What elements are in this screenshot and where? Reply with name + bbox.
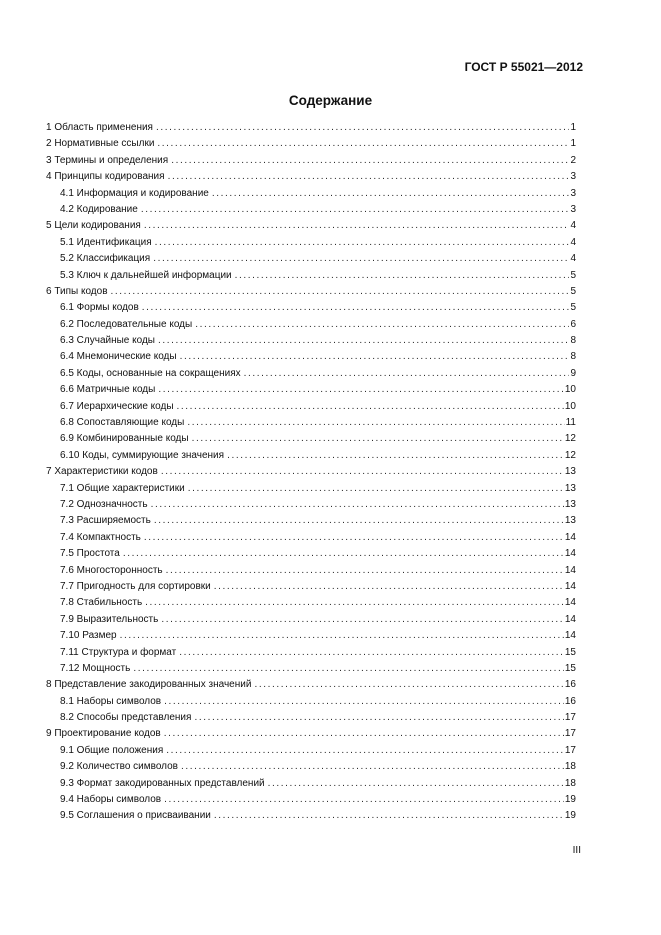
toc-entry-page: 18	[564, 761, 576, 773]
toc-entry-label: 7.7 Пригодность для сортировки	[60, 580, 211, 592]
toc-entry-label: 7.8 Стабильность	[60, 597, 143, 609]
toc-entry-label: 8.2 Способы представления	[60, 712, 192, 724]
toc-entry[interactable]	[46, 579, 576, 595]
toc-dot-leader	[268, 776, 564, 792]
toc-entry[interactable]	[46, 415, 576, 431]
toc-entry-page: 10	[564, 384, 576, 396]
toc-entry-label: 6.1 Формы кодов	[60, 302, 139, 314]
toc-dot-leader	[212, 186, 570, 202]
toc-entry[interactable]	[46, 431, 576, 447]
toc-entry-label: 9.3 Формат закодированных представлений	[60, 777, 265, 789]
toc-entry-label: 4 Принципы кодирования	[46, 171, 165, 183]
toc-entry-page: 15	[564, 646, 576, 658]
toc-entry-page: 13	[564, 515, 576, 527]
toc-entry[interactable]	[46, 481, 576, 497]
toc-entry-label: 7 Характеристики кодов	[46, 466, 158, 478]
toc-entry-page: 5	[570, 285, 576, 297]
toc-entry-page: 16	[564, 695, 576, 707]
toc-entry-page: 12	[564, 433, 576, 445]
toc-entry-page: 8	[570, 335, 576, 347]
toc-dot-leader	[195, 317, 569, 333]
document-code: ГОСТ Р 55021—2012	[464, 60, 583, 74]
toc-entry-page: 4	[570, 236, 576, 248]
toc-entry-label: 9 Проектирование кодов	[46, 728, 161, 740]
toc-dot-leader	[161, 464, 564, 480]
toc-entry-page: 6	[570, 318, 576, 330]
toc-entry-page: 17	[564, 712, 576, 724]
toc-entry-page: 17	[564, 728, 576, 740]
toc-entry-label: 6.10 Коды, суммирующие значения	[60, 449, 225, 461]
toc-entry[interactable]	[46, 612, 576, 628]
toc-entry[interactable]	[46, 563, 576, 579]
page-title: Содержание	[288, 93, 373, 108]
toc-entry-page: 5	[570, 302, 576, 314]
table-of-contents	[46, 120, 576, 825]
toc-dot-leader	[188, 481, 564, 497]
toc-entry[interactable]	[46, 776, 576, 792]
toc-entry[interactable]	[46, 464, 576, 480]
toc-entry-label: 4.2 Кодирование	[60, 203, 138, 215]
toc-entry-label: 1 Область применения	[46, 122, 153, 133]
toc-entry-page: 11	[565, 417, 576, 429]
toc-entry-label: 5.3 Ключ к дальнейшей информации	[60, 269, 232, 281]
toc-entry[interactable]	[46, 349, 576, 365]
toc-entry[interactable]	[46, 120, 576, 136]
toc-entry-label: 9.5 Соглашения о присваивании	[60, 810, 211, 822]
toc-entry-label: 6.5 Коды, основанные на сокращениях	[60, 367, 241, 379]
toc-entry[interactable]	[46, 743, 576, 759]
toc-entry-label: 9.1 Общие положения	[60, 744, 164, 756]
toc-dot-leader	[154, 513, 564, 529]
toc-entry[interactable]	[46, 186, 576, 202]
toc-dot-leader	[153, 251, 569, 267]
toc-entry-label: 6 Типы кодов	[46, 285, 108, 297]
toc-dot-leader	[157, 136, 569, 152]
toc-entry-label: 5.2 Классификация	[60, 253, 151, 265]
toc-entry-label: 7.11 Структура и формат	[60, 646, 177, 658]
toc-entry[interactable]	[46, 530, 576, 546]
toc-entry-page: 10	[564, 400, 576, 412]
toc-entry-label: 3 Термины и определения	[46, 154, 169, 166]
toc-entry-page: 14	[564, 630, 576, 642]
page-number: III	[572, 845, 581, 856]
toc-entry[interactable]	[46, 136, 576, 152]
toc-dot-leader	[164, 792, 564, 808]
toc-entry-page: 14	[564, 613, 576, 625]
toc-entry[interactable]	[46, 169, 576, 185]
toc-dot-leader	[164, 726, 564, 742]
toc-dot-leader	[254, 677, 563, 693]
toc-entry[interactable]	[46, 677, 576, 693]
toc-dot-leader	[187, 415, 564, 431]
toc-dot-leader	[166, 743, 564, 759]
toc-entry-label: 5.1 Идентификация	[60, 236, 152, 248]
toc-entry-label: 5 Цели кодирования	[46, 220, 141, 232]
toc-entry-page: 19	[564, 794, 576, 806]
toc-entry-label: 6.4 Мнемонические коды	[60, 351, 177, 363]
toc-entry[interactable]	[46, 792, 576, 808]
toc-entry[interactable]	[46, 808, 576, 824]
toc-entry-label: 2 Нормативные ссылки	[46, 138, 155, 150]
toc-entry-label: 9.2 Количество символов	[60, 761, 178, 773]
toc-entry-page: 19	[564, 810, 576, 822]
toc-dot-leader	[120, 628, 564, 644]
toc-entry[interactable]	[46, 710, 576, 726]
toc-entry-label: 7.5 Простота	[60, 548, 120, 560]
toc-entry[interactable]	[46, 726, 576, 742]
toc-entry-page: 14	[564, 580, 576, 592]
toc-entry-page: 12	[564, 449, 576, 461]
toc-entry-page: 13	[564, 466, 576, 478]
toc-entry[interactable]	[46, 399, 576, 415]
toc-dot-leader	[142, 300, 570, 316]
toc-entry[interactable]	[46, 202, 576, 218]
toc-entry-page: 4	[570, 253, 576, 265]
toc-dot-leader	[151, 497, 564, 513]
toc-entry-page: 15	[564, 662, 576, 674]
toc-entry-page: 4	[570, 220, 576, 232]
toc-entry-label: 6.7 Иерархические коды	[60, 400, 174, 412]
toc-entry-label: 6.6 Матричные коды	[60, 384, 156, 396]
toc-entry[interactable]	[46, 694, 576, 710]
toc-entry-page: 3	[570, 187, 576, 199]
toc-entry-page: 13	[564, 498, 576, 510]
toc-entry[interactable]	[46, 218, 576, 234]
toc-entry-page: 5	[570, 269, 576, 281]
toc-entry[interactable]	[46, 153, 576, 169]
toc-dot-leader	[158, 382, 564, 398]
toc-entry-page: 16	[564, 679, 576, 691]
toc-entry-label: 7.12 Мощность	[60, 662, 131, 674]
toc-dot-leader	[214, 579, 564, 595]
toc-entry[interactable]	[46, 251, 576, 267]
toc-entry-label: 7.3 Расширяемость	[60, 515, 151, 527]
toc-dot-leader	[192, 431, 564, 447]
toc-entry-label: 7.9 Выразительность	[60, 613, 159, 625]
toc-entry-page: 17	[564, 744, 576, 756]
toc-entry-label: 7.6 Многосторонность	[60, 564, 163, 576]
toc-dot-leader	[123, 546, 564, 562]
toc-entry[interactable]	[46, 628, 576, 644]
toc-entry[interactable]	[46, 546, 576, 562]
toc-dot-leader	[168, 169, 570, 185]
toc-dot-leader	[141, 202, 570, 218]
toc-entry-page: 9	[570, 367, 576, 379]
toc-dot-leader	[180, 349, 570, 365]
toc-entry-page: 14	[564, 548, 576, 560]
toc-dot-leader	[235, 268, 570, 284]
toc-entry[interactable]	[46, 366, 576, 382]
toc-entry-label: 8 Представление закодированных значений	[46, 679, 252, 691]
toc-entry-page: 8	[570, 351, 576, 363]
toc-entry-label: 9.4 Наборы символов	[60, 794, 162, 806]
toc-dot-leader	[194, 710, 563, 726]
toc-entry-page: 14	[564, 531, 576, 543]
toc-entry-label: 7.4 Компактность	[60, 531, 141, 543]
toc-dot-leader	[144, 218, 570, 234]
toc-entry[interactable]	[46, 317, 576, 333]
toc-dot-leader	[155, 235, 570, 251]
toc-dot-leader	[133, 661, 564, 677]
toc-dot-leader	[164, 694, 564, 710]
toc-entry[interactable]	[46, 235, 576, 251]
toc-entry-label: 7.2 Однозначность	[60, 498, 148, 510]
toc-entry[interactable]	[46, 497, 576, 513]
toc-dot-leader	[158, 333, 569, 349]
toc-entry[interactable]	[46, 645, 576, 661]
toc-dot-leader	[156, 120, 569, 136]
toc-dot-leader	[166, 563, 564, 579]
toc-dot-leader	[171, 153, 569, 169]
toc-dot-leader	[144, 530, 564, 546]
toc-entry-page: 3	[570, 203, 576, 215]
toc-entry[interactable]	[46, 333, 576, 349]
toc-entry-page: 1	[570, 138, 576, 150]
toc-entry-label: 6.9 Комбинированные коды	[60, 433, 189, 445]
toc-entry-label: 7.1 Общие характеристики	[60, 482, 185, 494]
toc-entry-label: 7.10 Размер	[60, 630, 117, 642]
toc-entry-label: 4.1 Информация и кодирование	[60, 187, 209, 199]
toc-entry[interactable]	[46, 382, 576, 398]
toc-dot-leader	[177, 399, 564, 415]
toc-entry-page: 2	[570, 154, 576, 166]
toc-entry-label: 6.2 Последовательные коды	[60, 318, 193, 330]
toc-entry[interactable]	[46, 759, 576, 775]
toc-dot-leader	[227, 448, 564, 464]
toc-entry-label: 6.3 Случайные коды	[60, 335, 155, 347]
toc-entry[interactable]	[46, 661, 576, 677]
toc-entry[interactable]	[46, 268, 576, 284]
toc-entry-page: 14	[564, 564, 576, 576]
toc-dot-leader	[145, 595, 564, 611]
toc-dot-leader	[179, 645, 564, 661]
toc-dot-leader	[181, 759, 564, 775]
toc-entry-page: 13	[564, 482, 576, 494]
toc-dot-leader	[214, 808, 564, 824]
toc-entry[interactable]	[46, 513, 576, 529]
toc-entry-page: 3	[570, 171, 576, 183]
toc-entry[interactable]	[46, 300, 576, 316]
toc-entry[interactable]	[46, 595, 576, 611]
toc-entry-label: 6.8 Сопоставляющие коды	[60, 417, 185, 429]
toc-entry[interactable]	[46, 448, 576, 464]
toc-entry-page: 14	[564, 597, 576, 609]
toc-entry[interactable]	[46, 284, 576, 300]
toc-entry-page: 1	[570, 122, 576, 133]
toc-entry-label: 8.1 Наборы символов	[60, 695, 162, 707]
toc-entry-page: 18	[564, 777, 576, 789]
toc-dot-leader	[111, 284, 570, 300]
toc-dot-leader	[244, 366, 570, 382]
toc-dot-leader	[161, 612, 564, 628]
